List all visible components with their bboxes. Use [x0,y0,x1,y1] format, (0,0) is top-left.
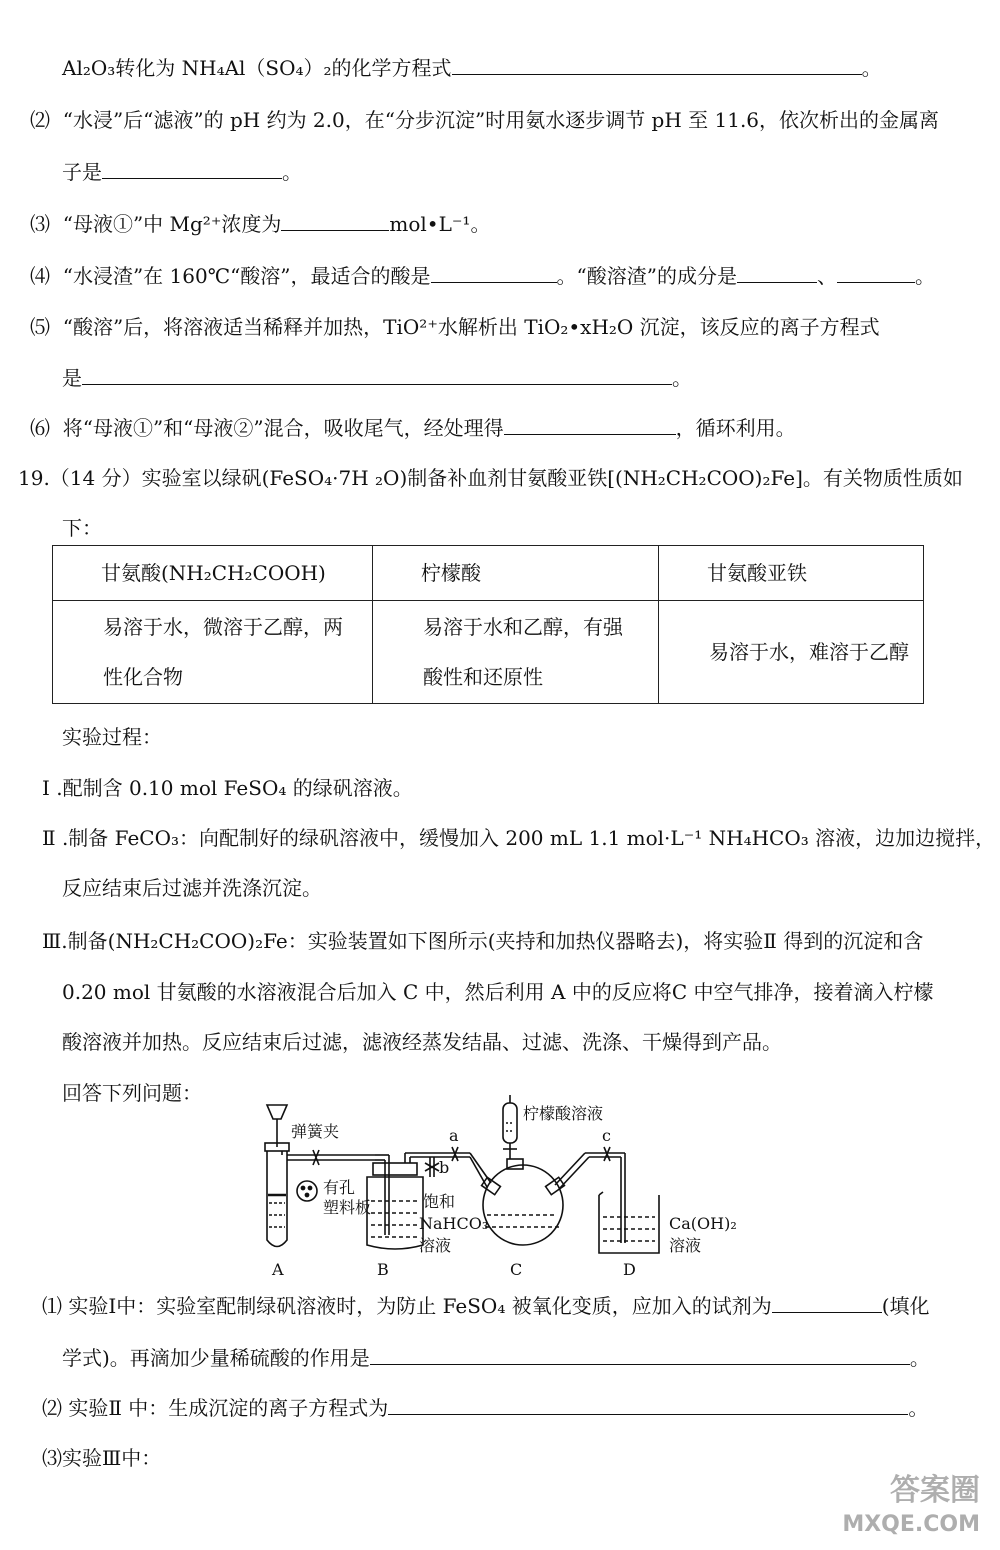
label-nahco3-2: NaHCO₃ [419,1214,489,1233]
label-A: A [272,1260,284,1279]
apparatus-diagram [255,1095,775,1285]
q3-number: ⑶ [30,212,50,236]
q5-line2 [62,362,692,393]
answer-blank[interactable] [837,260,915,283]
q3-line [30,208,490,239]
q19-text: 19.（14 分）实验室以绿矾(FeSO₄·7H ₂O)制备补血剂甘氨酸亚铁[(NH₂CH₂COO)₂Fe]。有关物质性质如 [18,466,963,490]
table-header-cell: 柠檬酸 [373,546,659,601]
table-header-cell: 甘氨酸(NH₂CH₂COOH) [53,546,373,601]
q19-line2 [62,513,102,543]
label-spring-clip: 弹簧夹 [291,1122,340,1141]
a1-line2 [62,1342,930,1373]
valve-c-icon [604,1147,610,1161]
q5-text-b: 是 [62,366,82,390]
step2-line2 [62,873,322,903]
watermark-line1: 答案圈 [890,1473,980,1508]
q3-unit: mol•L⁻¹。 [389,212,491,236]
label-C: C [510,1260,523,1279]
step2-line1 [42,823,995,853]
answer-blank[interactable] [504,412,676,435]
q6-end: ，循环利用。 [675,416,796,440]
a2-text: ⑵ 实验Ⅱ 中：生成沉淀的离子方程式为 [42,1396,389,1420]
table-row [53,601,924,704]
label-caoh-2: 溶液 [669,1236,702,1255]
label-citric: 柠檬酸溶液 [523,1104,604,1123]
step3-text: Ⅲ.制备(NH₂CH₂COO)₂Fe：实验装置如下图所示(夹持和加热仪器略去)，将实验Ⅱ 得到的沉淀和含 [42,929,924,953]
answer-blank[interactable] [370,1342,910,1365]
label-D: D [623,1260,636,1279]
table-cell: 易溶于水和乙醇，有强酸性和还原性 [373,601,659,704]
answer-blank[interactable] [431,260,557,283]
a2-end: 。 [908,1396,929,1420]
answer-blank[interactable] [772,1290,882,1313]
q1-continuation [62,52,882,83]
label-a: a [449,1126,459,1145]
q6-line [30,412,796,443]
valve-b-icon [425,1157,439,1177]
answer-blank[interactable] [388,1392,908,1415]
properties-table [52,545,924,704]
q6-number: ⑹ [30,416,50,440]
step3-line3 [62,1027,782,1057]
q2-number: ⑵ [30,108,50,132]
q2-line2 [62,156,302,187]
table-header-cell: 甘氨酸亚铁 [659,546,924,601]
table-cell: 易溶于水，微溶于乙醇，两性化合物 [53,601,373,704]
q19-text-b: 下： [62,516,102,540]
device-d [599,1153,659,1253]
a1-text-c: 学式)。再滴加少量稀硫酸的作用是 [62,1346,370,1370]
q5-text: “酸溶”后，将溶液适当稀释并加热，TiO²⁺水解析出 TiO₂•xH₂O 沉淀，该反应的离子方程式 [62,315,880,339]
watermark-line2: MXQE.COM [842,1512,980,1537]
answer-blank[interactable] [737,260,817,283]
q1-text: Al₂O₃转化为 NH₄Al（SO₄）₂的化学方程式 [62,56,452,80]
q3-text: “母液①”中 Mg²⁺浓度为 [62,212,282,236]
q4-line [30,260,935,291]
q6-text: 将“母液①”和“母液②”混合，吸收尾气，经处理得 [62,416,504,440]
q2-text-b: 子是 [62,160,102,184]
watermark-logo [842,1474,980,1542]
step3-line1 [42,926,923,956]
label-c: c [602,1126,611,1145]
q4-sep: 、 [816,264,837,288]
label-porous-plate-2: 塑料板 [323,1198,372,1217]
answer-intro-text: 回答下列问题： [62,1081,202,1105]
label-nahco3-3: 溶液 [419,1236,452,1255]
label-nahco3-1: 饱和 [423,1192,456,1211]
q1-end: 。 [861,56,882,80]
step3-text-c: 酸溶液并加热。反应结束后过滤，滤液经蒸发结晶、过滤、洗涤、干燥得到产品。 [62,1030,782,1054]
a1-text-b: (填化 [881,1294,930,1318]
step1-line [42,773,413,803]
step2-text-b: 反应结束后过滤并洗涤沉淀。 [62,876,322,900]
q4-text: “水浸渣”在 160℃“酸溶”，最适合的酸是 [62,264,431,288]
step1-text: Ⅰ .配制含 0.10 mol FeSO₄ 的绿矾溶液。 [42,776,413,800]
procedure-title [62,722,162,752]
answer-blank[interactable] [82,362,672,385]
q2-text: “水浸”后“滤液”的 pH 约为 2.0，在“分步沉淀”时用氨水逐步调节 pH 至 11.6，依次析出的金属离 [62,108,940,132]
table-cell: 易溶于水，难溶于乙醇 [659,601,924,704]
q19-line1 [18,463,963,493]
q4-text-b: 。“酸溶渣”的成分是 [556,264,737,288]
a1-end: 。 [909,1346,930,1370]
step2-text: Ⅱ .制备 FeCO₃：向配制好的绿矾溶液中，缓慢加入 200 mL 1.1 mol·L⁻¹ NH₄HCO₃ 溶液，边加边搅拌， [42,826,996,850]
a3-text: ⑶实验Ⅲ中： [42,1446,162,1470]
table-header-row [53,546,924,601]
a3-line [42,1443,161,1473]
step3-line2 [62,977,933,1007]
valve-a-icon [452,1147,458,1161]
answer-blank[interactable] [281,208,389,231]
a2-line [42,1392,928,1423]
label-B: B [377,1260,389,1279]
q2-line1 [30,105,939,135]
label-b: b [439,1158,450,1177]
q4-end: 。 [914,264,935,288]
q2-end: 。 [282,160,302,184]
step3-text-b: 0.20 mol 甘氨酸的水溶液混合后加入 C 中，然后利用 A 中的反应将C 中空气排净，接着滴入柠檬 [62,980,934,1004]
q4-number: ⑷ [30,264,50,288]
q5-line1 [30,312,880,342]
label-porous-plate-1: 有孔 [323,1178,356,1197]
answer-blank[interactable] [102,156,282,179]
q5-end: 。 [672,366,692,390]
label-caoh-1: Ca(OH)₂ [669,1214,737,1233]
answer-blank[interactable] [452,52,862,75]
a1-text: ⑴ 实验Ⅰ中：实验室配制绿矾溶液时，为防止 FeSO₄ 被氧化变质，应加入的试剂为 [42,1294,772,1318]
q5-number: ⑸ [30,315,50,339]
spring-clip-icon [313,1150,375,1165]
procedure-title-text: 实验过程： [62,725,162,749]
answer-intro [62,1078,202,1108]
a1-line1 [42,1290,930,1321]
